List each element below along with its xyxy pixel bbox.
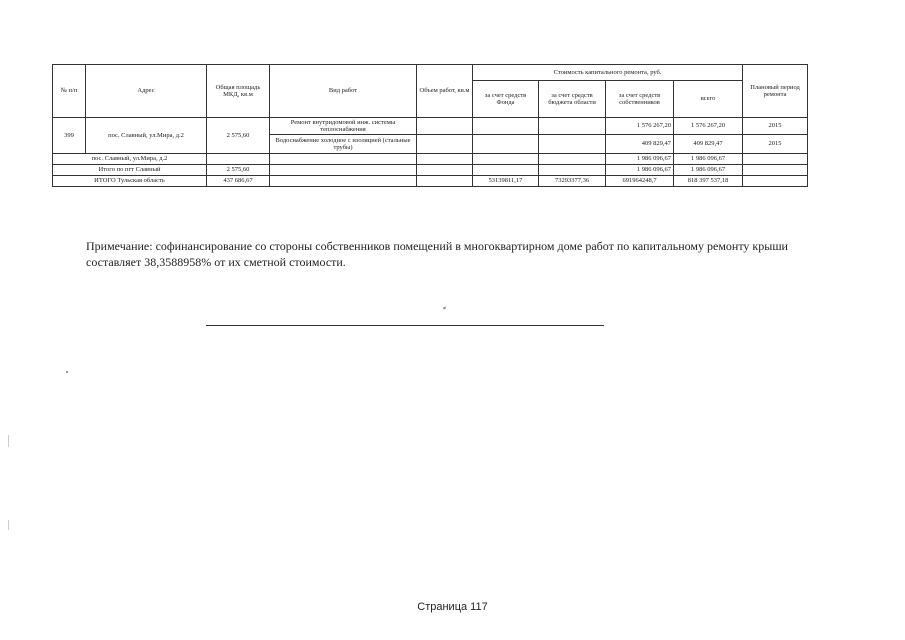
scan-speck	[8, 520, 9, 530]
subtotal-town-total: 1 986 096,67	[674, 165, 743, 176]
header-cost-group: Стоимость капитального ремонта, руб.	[473, 65, 743, 81]
grand-total-total: 818 397 537,18	[674, 176, 743, 187]
row-num: 399	[53, 118, 86, 154]
row-budget	[539, 118, 606, 135]
capital-repair-table	[52, 64, 808, 187]
header-owners: за счет средств собственников	[606, 81, 674, 118]
page-number: Страница 117	[417, 601, 488, 613]
row-fund	[473, 118, 539, 135]
header-total: всего	[674, 81, 743, 118]
subtotal-town-label: Итого по пгт Славный	[53, 165, 207, 176]
scan-speck	[8, 435, 9, 447]
scan-speck	[66, 371, 68, 373]
footnote-text: Примечание: софинансирование со стороны собственников помещений в многоквартирном доме работ по капитальному ремонту крыши составляет 38,3588958% от их сметной стоимости.	[86, 239, 788, 269]
table-header-row	[53, 65, 808, 81]
row-volume	[417, 118, 473, 135]
row-volume	[417, 135, 473, 154]
subtotal-address-row	[53, 154, 808, 165]
row-total: 409 829,47	[674, 135, 743, 154]
horizontal-rule	[206, 325, 604, 326]
row-area: 2 575,60	[207, 118, 270, 154]
grand-total-label: ИТОГО Тульская область	[53, 176, 207, 187]
row-work-type: Водоснабжение холодное с изоляцией (стальные трубы)	[270, 135, 417, 154]
row-fund	[473, 135, 539, 154]
subtotal-town-owners: 1 986 096,67	[606, 165, 674, 176]
subtotal-address-owners: 1 986 096,67	[606, 154, 674, 165]
row-owners: 1 576 267,20	[606, 118, 674, 135]
table-row	[53, 118, 808, 135]
header-work-type: Вид работ	[270, 65, 417, 118]
header-period: Плановый период ремонта	[743, 65, 808, 118]
row-work-type: Ремонт внутридомовой инж. системы теплоснабжения	[270, 118, 417, 135]
grand-total-area: 437 686,67	[207, 176, 270, 187]
subtotal-address-total: 1 986 096,67	[674, 154, 743, 165]
header-area: Общая площадь МКД, кв.м	[207, 65, 270, 118]
row-owners: 409 829,47	[606, 135, 674, 154]
row-budget	[539, 135, 606, 154]
header-budget: за счет средств бюджета области	[539, 81, 606, 118]
row-period: 2015	[743, 118, 808, 135]
header-num: № п/п	[53, 65, 86, 118]
row-period: 2015	[743, 135, 808, 154]
subtotal-town-area: 2 575,60	[207, 165, 270, 176]
row-address: пос. Славный, ул.Мира, д.2	[86, 118, 207, 154]
row-total: 1 576 267,20	[674, 118, 743, 135]
grand-total-row	[53, 176, 808, 187]
header-address: Адрес	[86, 65, 207, 118]
grand-total-fund: 53139811,17	[473, 176, 539, 187]
subtotal-address-label: пос. Славный, ул.Мира, д.2	[53, 154, 207, 165]
scan-speck	[443, 306, 447, 309]
header-volume: Объем работ, кв.м	[417, 65, 473, 118]
grand-total-budget: 73293377,36	[539, 176, 606, 187]
subtotal-town-row	[53, 165, 808, 176]
header-fund: за счет средств Фонда	[473, 81, 539, 118]
grand-total-owners: 691964248,7	[606, 176, 674, 187]
